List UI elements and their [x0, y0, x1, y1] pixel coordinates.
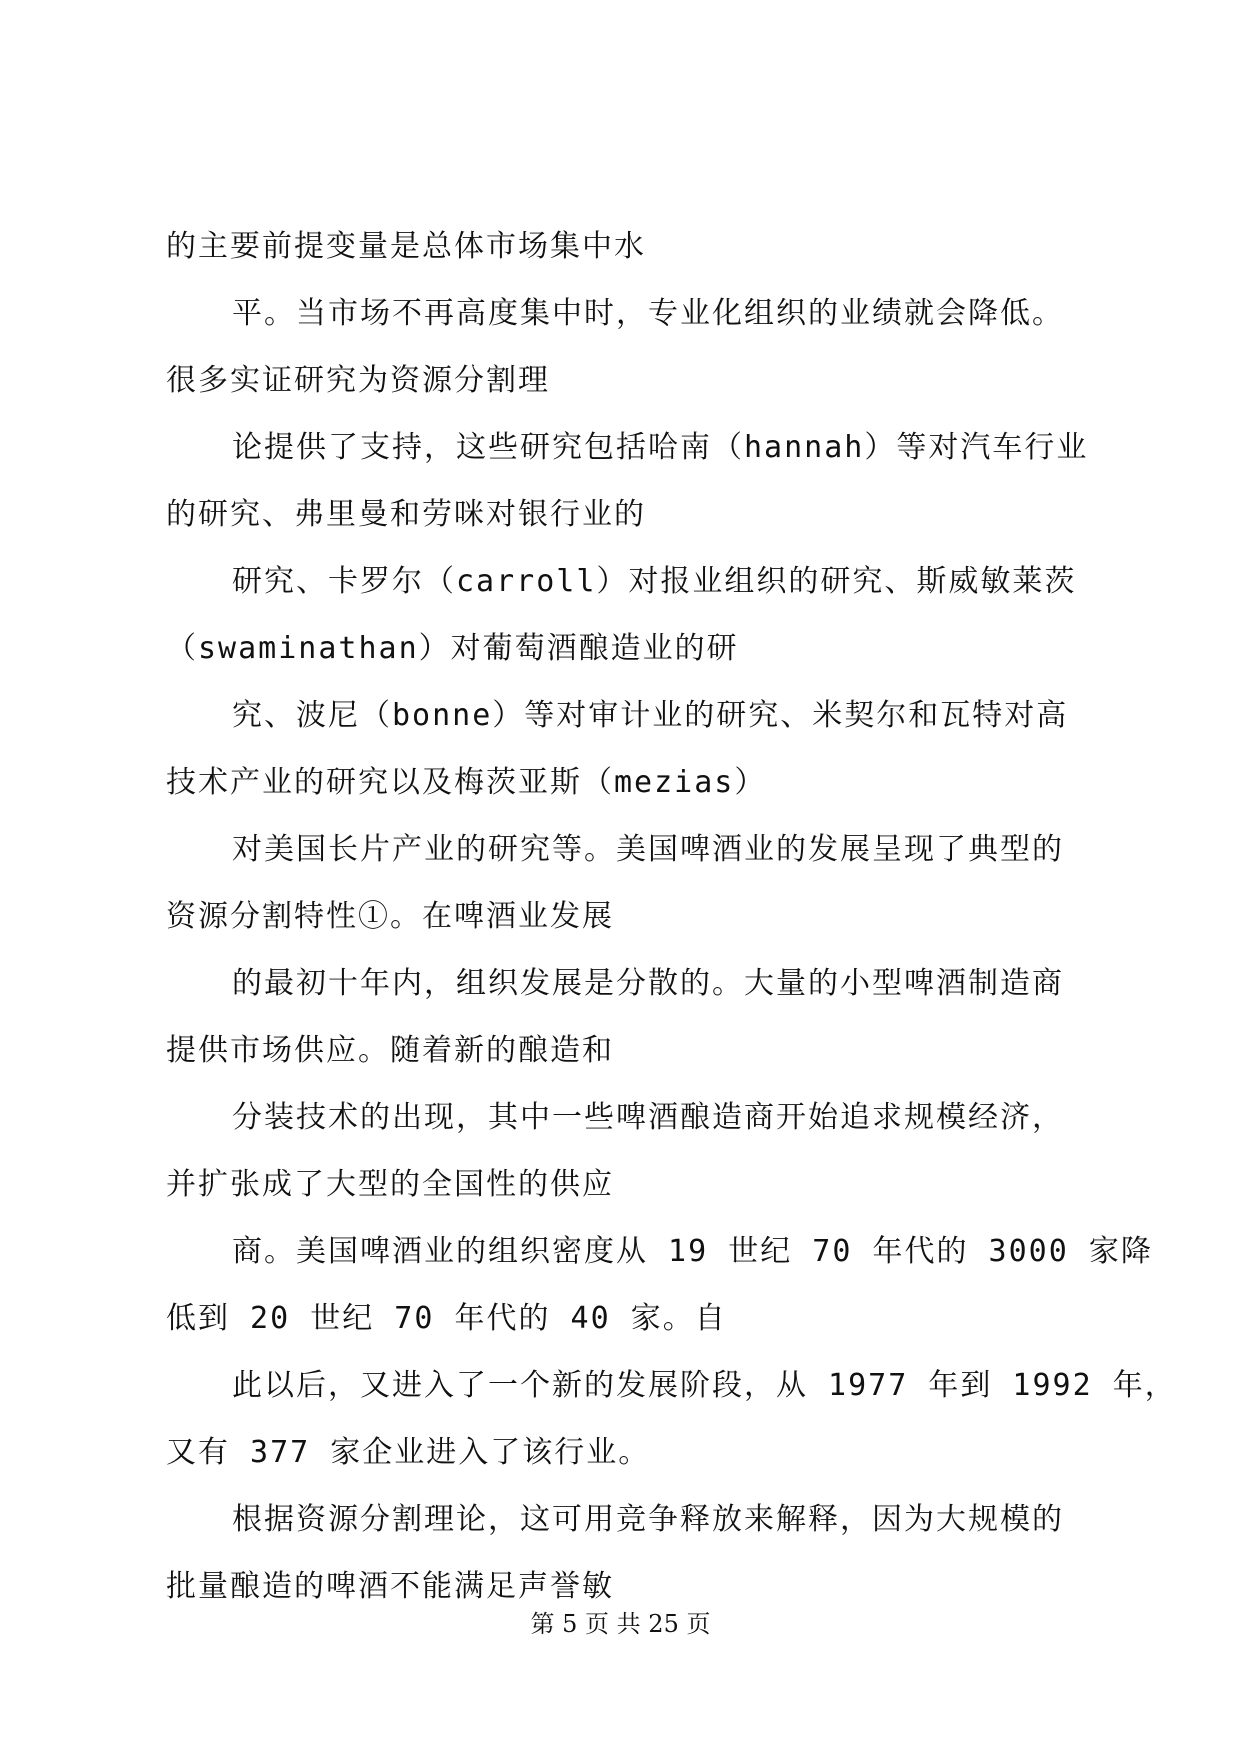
text-line: 商。美国啤酒业的组织密度从 19 世纪 70 年代的 3000 家降 [232, 1234, 1153, 1269]
text-line: 对美国长片产业的研究等。美国啤酒业的发展呈现了典型的 [232, 832, 1064, 867]
text-line: 论提供了支持，这些研究包括哈南（hannah）等对汽车行业 [232, 430, 1089, 465]
page-footer: 第 5 页 共 25 页 [530, 1610, 711, 1638]
text-line: 很多实证研究为资源分割理 [166, 363, 550, 398]
text-line: 根据资源分割理论，这可用竞争释放来解释，因为大规模的 [232, 1502, 1064, 1537]
text-line: 究、波尼（bonne）等对审计业的研究、米契尔和瓦特对高 [232, 698, 1069, 733]
text-line: 的最初十年内，组织发展是分散的。大量的小型啤酒制造商 [232, 966, 1064, 1001]
text-line: 研究、卡罗尔（carroll）对报业组织的研究、斯威敏莱茨 [232, 564, 1077, 599]
text-line: 提供市场供应。随着新的酿造和 [166, 1033, 614, 1068]
text-line: 批量酿造的啤酒不能满足声誉敏 [166, 1569, 614, 1604]
text-line: 并扩张成了大型的全国性的供应 [166, 1167, 614, 1202]
text-line: 此以后，又进入了一个新的发展阶段，从 1977 年到 1992 年， [232, 1368, 1177, 1403]
text-line: 的研究、弗里曼和劳咪对银行业的 [166, 497, 646, 532]
text-line: 技术产业的研究以及梅茨亚斯（mezias） [166, 765, 767, 800]
text-line: 资源分割特性①。在啤酒业发展 [166, 899, 614, 934]
text-line: 分装技术的出现，其中一些啤酒酿造商开始追求规模经济， [232, 1100, 1064, 1135]
body-text [166, 229, 1177, 1639]
text-line: 低到 20 世纪 70 年代的 40 家。自 [166, 1301, 727, 1336]
text-line: （swaminathan）对葡萄酒酿造业的研 [166, 631, 739, 666]
text-line: 的主要前提变量是总体市场集中水 [166, 229, 646, 264]
text-line: 又有 377 家企业进入了该行业。 [166, 1435, 651, 1470]
text-line: 平。当市场不再高度集中时，专业化组织的业绩就会降低。 [232, 296, 1064, 331]
